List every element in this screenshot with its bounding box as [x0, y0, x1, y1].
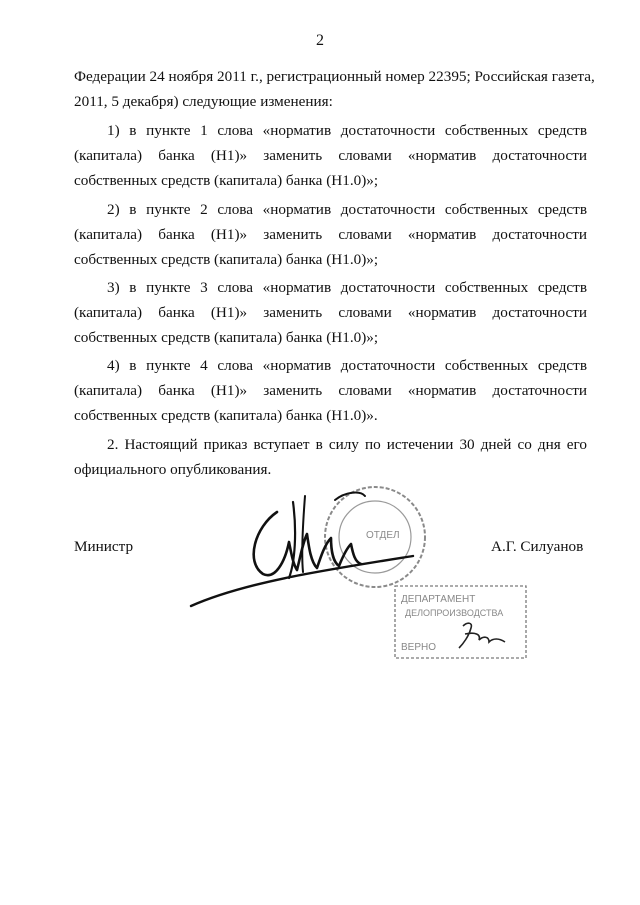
item3-line-3: собственных средств (капитала) банка (Н1.0)»; — [74, 329, 379, 346]
stamp-box-line-2: ДЕЛОПРОИЗВОДСТВА — [405, 608, 504, 618]
item1-line-1: 1) в пункте 1 слова «норматив достаточности собственных средств — [107, 122, 587, 139]
page-number: 2 — [316, 32, 324, 49]
intro-line-1: Федерации 24 ноября 2011 г., регистрационный номер 22395; Российская газета, — [74, 68, 595, 85]
intro-line-2: 2011, 5 декабря) следующие изменения: — [74, 93, 333, 110]
signatory-name: А.Г. Силуанов — [491, 538, 584, 555]
stamp-box-line-3: ВЕРНО — [401, 642, 437, 653]
item3-line-2: (капитала) банка (Н1)» заменить словами «норматив достаточности — [74, 304, 587, 321]
clause2-line-2: официального опубликования. — [74, 461, 272, 478]
item1-line-3: собственных средств (капитала) банка (Н1.0)»; — [74, 172, 379, 189]
item2-line-2: (капитала) банка (Н1)» заменить словами «норматив достаточности — [74, 226, 587, 243]
item4-line-1: 4) в пункте 4 слова «норматив достаточности собственных средств — [107, 357, 587, 374]
stamp-box-line-1: ДЕПАРТАМЕНТ — [401, 594, 476, 605]
clause2-line-1: 2. Настоящий приказ вступает в силу по истечении 30 дней со дня его — [107, 436, 587, 453]
item2-line-3: собственных средств (капитала) банка (Н1.0)»; — [74, 251, 379, 268]
item4-line-2: (капитала) банка (Н1)» заменить словами «норматив достаточности — [74, 382, 587, 399]
stamp-handwritten-initials — [459, 623, 505, 648]
item3-line-1: 3) в пункте 3 слова «норматив достаточности собственных средств — [107, 279, 587, 296]
signatory-position: Министр — [74, 538, 134, 555]
round-stamp-text: ОТДЕЛ — [366, 530, 400, 541]
item2-line-1: 2) в пункте 2 слова «норматив достаточности собственных средств — [107, 201, 587, 218]
minister-signature — [185, 482, 415, 612]
item4-line-3: собственных средств (капитала) банка (Н1.0)». — [74, 407, 378, 424]
item1-line-2: (капитала) банка (Н1)» заменить словами «норматив достаточности — [74, 147, 587, 164]
